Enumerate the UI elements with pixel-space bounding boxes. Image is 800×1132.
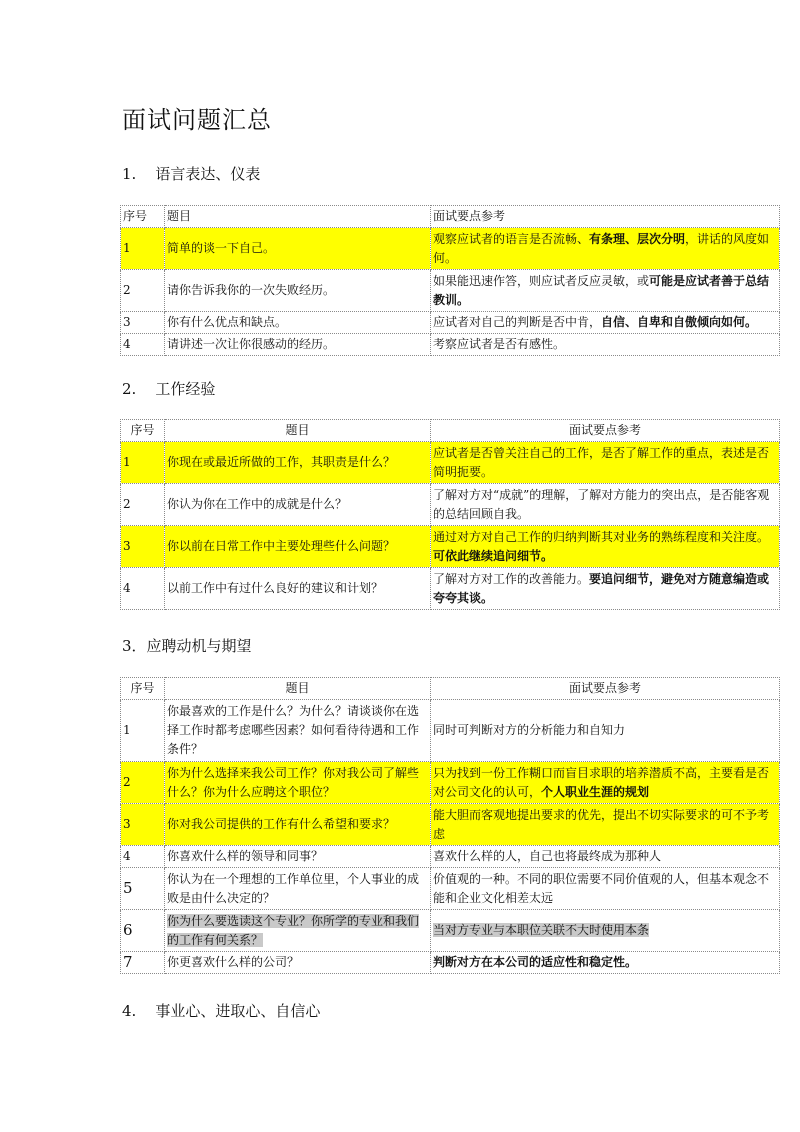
row-question: 你为什么选择来我公司工作？你对我公司了解些什么？你为什么应聘这个职位？ (165, 762, 431, 804)
row-question: 请讲述一次让你很感动的经历。 (165, 334, 431, 356)
table-row (121, 442, 780, 484)
row-question: 以前工作中有过什么良好的建议和计划？ (165, 568, 431, 610)
row-question: 你认为你在工作中的成就是什么？ (165, 484, 431, 526)
table-header-row (121, 678, 780, 700)
table-row (121, 952, 780, 974)
row-num: 2 (121, 484, 165, 526)
row-num: 2 (121, 270, 165, 312)
row-key-points: 价值观的一种。不同的职位需要不同价值观的人，但基本观念不能和企业文化相差太远 (431, 868, 780, 910)
row-question: 你以前在日常工作中主要处理些什么问题？ (165, 526, 431, 568)
header-question: 题目 (165, 678, 431, 700)
table-row (121, 700, 780, 762)
table-row (121, 526, 780, 568)
row-key-points: 考察应试者是否有感性。 (431, 334, 780, 356)
row-num: 2 (121, 762, 165, 804)
row-key-points: 能大胆而客观地提出要求的优先，提出不切实际要求的可不予考虑 (431, 804, 780, 846)
row-key-points: 如果能迅速作答，则应试者反应灵敏，或可能是应试者善于总结教训。 (431, 270, 780, 312)
section-heading-3: 3．应聘动机与期望 (122, 637, 252, 655)
row-num: 3 (121, 312, 165, 334)
row-question: 你现在或最近所做的工作，其职责是什么？ (165, 442, 431, 484)
row-question: 你为什么要选读这个专业？你所学的专业和我们的工作有何关系？ (165, 910, 431, 952)
header-question: 题目 (165, 206, 431, 228)
section-heading-4: 4. 事业心、进取心、自信心 (122, 1002, 321, 1020)
row-key-points: 观察应试者的语言是否流畅、有条理、层次分明，讲话的风度如何。 (431, 228, 780, 270)
row-key-points: 了解对方对“成就”的理解，了解对方能力的突出点，是否能客观的总结回顾自我。 (431, 484, 780, 526)
table-row (121, 568, 780, 610)
header-num: 序号 (121, 420, 165, 442)
row-key-points: 同时可判断对方的分析能力和自知力 (431, 700, 780, 762)
row-key-points: 判断对方在本公司的适应性和稳定性。 (431, 952, 780, 974)
row-num: 1 (121, 700, 165, 762)
header-num: 序号 (121, 206, 165, 228)
table-row (121, 910, 780, 952)
table-row (121, 270, 780, 312)
row-key-points: 应试者是否曾关注自己的工作，是否了解工作的重点，表述是否简明扼要。 (431, 442, 780, 484)
row-num: 6 (121, 910, 165, 952)
row-question: 你喜欢什么样的领导和同事？ (165, 846, 431, 868)
row-num: 1 (121, 228, 165, 270)
table-header-row (121, 420, 780, 442)
section-heading-2: 2. 工作经验 (122, 380, 216, 398)
table-row (121, 846, 780, 868)
row-key-points: 了解对方对工作的改善能力。要追问细节，避免对方随意编造或夸夸其谈。 (431, 568, 780, 610)
row-question: 请你告诉我你的一次失败经历。 (165, 270, 431, 312)
row-question: 你对我公司提供的工作有什么希望和要求？ (165, 804, 431, 846)
header-key-points: 面试要点参考 (431, 420, 780, 442)
row-question: 简单的谈一下自己。 (165, 228, 431, 270)
row-question: 你更喜欢什么样的公司？ (165, 952, 431, 974)
table-language-expression (120, 205, 780, 356)
header-key-points: 面试要点参考 (431, 206, 780, 228)
row-num: 5 (121, 868, 165, 910)
table-work-experience (120, 419, 780, 610)
table-row (121, 484, 780, 526)
row-question: 你认为在一个理想的工作单位里，个人事业的成败是由什么决定的？ (165, 868, 431, 910)
row-key-points: 喜欢什么样的人，自己也将最终成为那种人 (431, 846, 780, 868)
header-num: 序号 (121, 678, 165, 700)
row-key-points: 只为找到一份工作糊口而盲目求职的培养潜质不高，主要看是否对公司文化的认可，个人职业生涯的规划 (431, 762, 780, 804)
row-num: 4 (121, 568, 165, 610)
table-row (121, 762, 780, 804)
row-num: 1 (121, 442, 165, 484)
table-header-row (121, 206, 780, 228)
section-heading-1: 1. 语言表达、仪表 (122, 165, 261, 183)
row-key-points: 应试者对自己的判断是否中肯，自信、自卑和自傲倾向如何。 (431, 312, 780, 334)
row-num: 4 (121, 334, 165, 356)
row-num: 3 (121, 526, 165, 568)
row-num: 3 (121, 804, 165, 846)
row-key-points: 当对方专业与本职位关联不大时使用本条 (431, 910, 780, 952)
table-row (121, 334, 780, 356)
row-num: 7 (121, 952, 165, 974)
header-key-points: 面试要点参考 (431, 678, 780, 700)
table-row (121, 804, 780, 846)
row-question: 你有什么优点和缺点。 (165, 312, 431, 334)
page-title: 面试问题汇总 (122, 106, 272, 134)
row-question: 你最喜欢的工作是什么？为什么？请谈谈你在选择工作时都考虑哪些因素？如何看待待遇和工作条件？ (165, 700, 431, 762)
header-question: 题目 (165, 420, 431, 442)
row-num: 4 (121, 846, 165, 868)
table-row (121, 312, 780, 334)
table-row (121, 228, 780, 270)
table-motivation-expectation (120, 677, 780, 974)
table-row (121, 868, 780, 910)
row-key-points: 通过对方对自己工作的归纳判断其对业务的熟练程度和关注度。可依此继续追问细节。 (431, 526, 780, 568)
